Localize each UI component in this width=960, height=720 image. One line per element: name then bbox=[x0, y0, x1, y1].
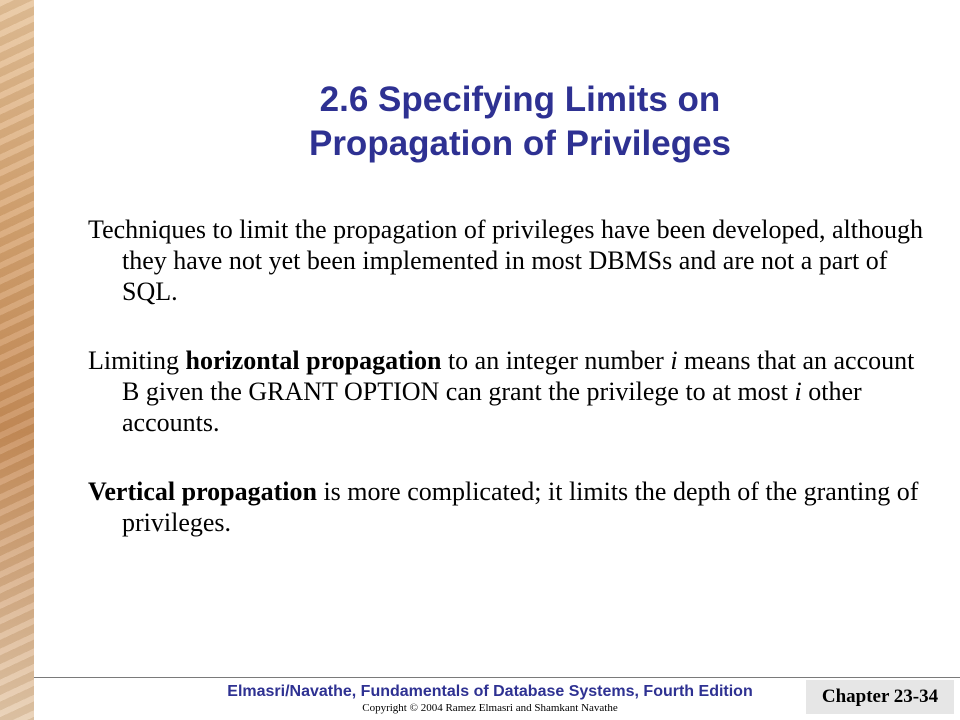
slide-title-line-1: 2.6 Specifying Limits on bbox=[319, 80, 721, 119]
italic-variable-i: i bbox=[794, 377, 802, 406]
decorative-sand-strip bbox=[0, 0, 34, 720]
paragraph-horizontal-propagation bbox=[88, 345, 928, 438]
text-run: to an integer number bbox=[441, 346, 671, 375]
footer-book-title: Elmasri/Navathe, Fundamentals of Database Systems, Fourth Edition bbox=[227, 683, 753, 700]
italic-variable-i: i bbox=[670, 346, 678, 375]
chapter-page-badge: Chapter 23-34 bbox=[806, 680, 954, 714]
bold-term-horizontal: horizontal propagation bbox=[185, 346, 442, 375]
footer-copyright: Copyright © 2004 Ramez Elmasri and Shamkant Navathe bbox=[362, 702, 618, 714]
text-run: Limiting bbox=[88, 346, 186, 375]
text-run: is more complicated; it limits the depth of the granting of privileges. bbox=[122, 477, 919, 537]
slide-title bbox=[170, 78, 870, 166]
paragraph-text: Techniques to limit the propagation of privileges have been developed, although they have not yet been implemented in most DBMSs and are not a part of SQL. bbox=[88, 215, 923, 306]
paragraph-techniques bbox=[88, 214, 928, 307]
bold-term-vertical: Vertical propagation bbox=[88, 477, 317, 506]
paragraph-vertical-propagation bbox=[88, 476, 928, 538]
slide-title-line-2: Propagation of Privileges bbox=[308, 124, 732, 163]
slide-body bbox=[88, 214, 928, 576]
footer-divider bbox=[34, 677, 960, 678]
text-run: other accounts. bbox=[122, 377, 862, 437]
text-run: means that an account B given the GRANT OPTION can grant the privilege to at most bbox=[122, 346, 915, 406]
